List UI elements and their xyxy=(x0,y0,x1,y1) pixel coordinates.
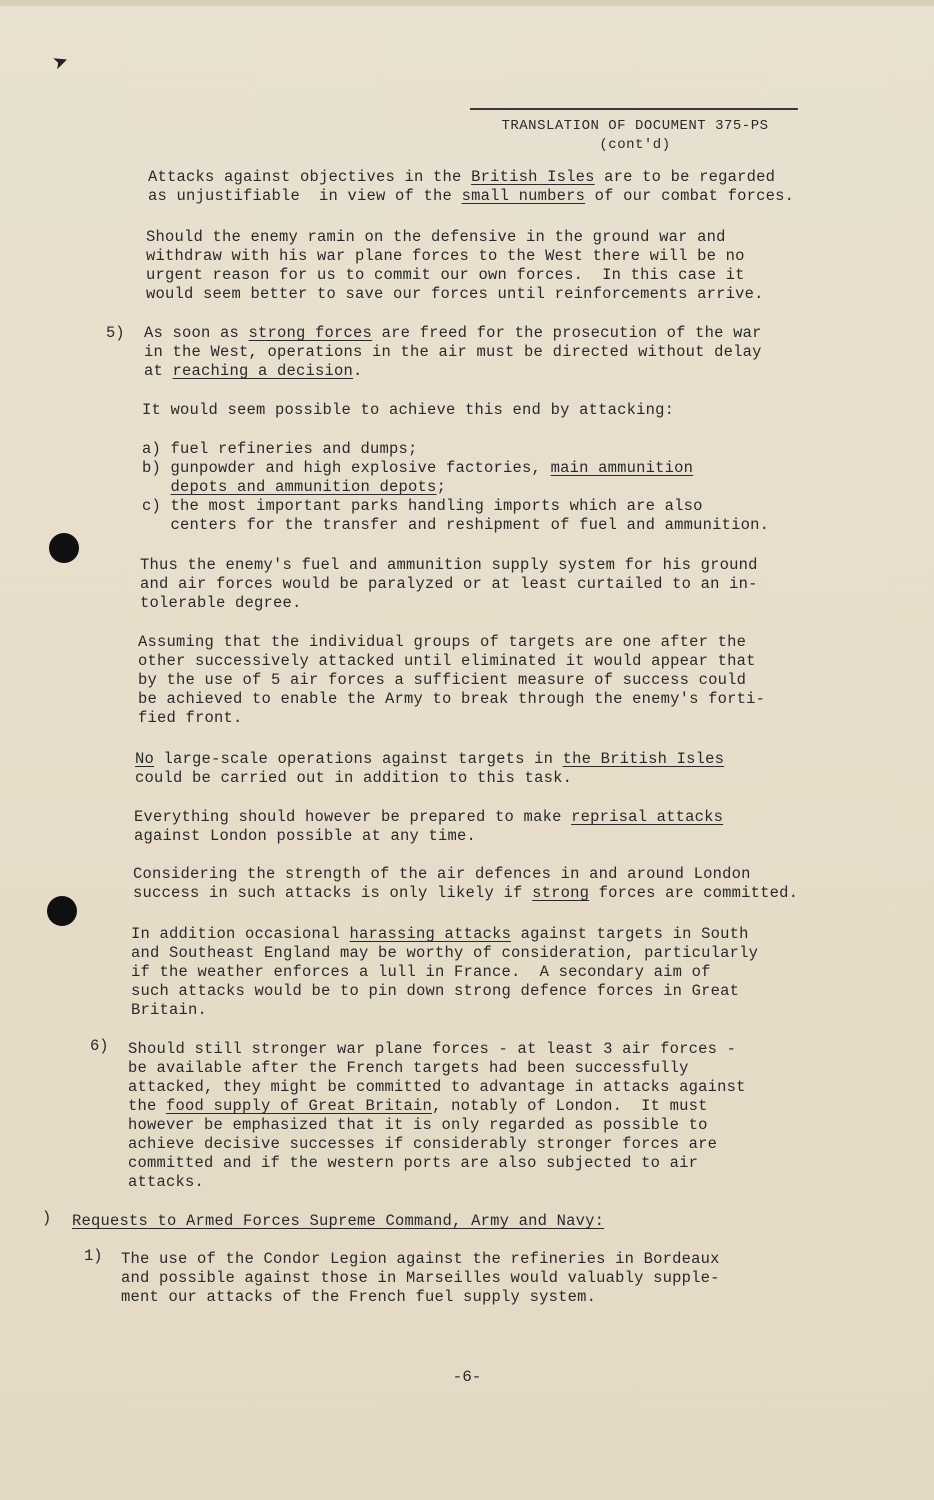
underlined-text: harassing attacks xyxy=(349,925,512,943)
page-edge xyxy=(0,0,934,6)
paragraph-harassing-attacks xyxy=(131,925,758,1020)
body-text: of our combat forces. xyxy=(585,187,795,205)
body-text: could be carried out in addition to this task. xyxy=(135,769,573,787)
punch-hole xyxy=(49,533,79,563)
body-text: against targets in South and Southeast England may be worthy of consideration, particularly if the weather enforces a lull in France. A secondary aim of such attacks would be to pin down strong defence forces in Great Britain. xyxy=(131,925,759,1019)
body-text: The use of the Condor Legion against the refineries in Bordeaux and possible against those in Marseilles would valuably supple- ment our attacks of the French fuel supply system. xyxy=(121,1250,720,1306)
underlined-text: reprisal attacks xyxy=(571,808,724,826)
body-text: . xyxy=(353,362,363,380)
underlined-text: main ammunition xyxy=(550,459,694,477)
section-number-5: 5) xyxy=(106,324,125,342)
body-text: As soon as xyxy=(144,324,249,342)
paragraph-enemy-defensive xyxy=(146,228,764,304)
punch-hole xyxy=(47,896,77,926)
body-text xyxy=(142,478,171,496)
body-text: Considering the strength of the air defences in and around London success in such attacks is only likely if xyxy=(133,865,751,902)
paragraph-attacking-intro xyxy=(142,401,674,420)
underlined-text: small numbers xyxy=(461,187,586,205)
body-text: Assuming that the individual groups of targets are one after the other successively attacked until eliminated it would appear that by the use of 5 air forces a sufficient measure of success could be achieved to enable the Army to break through the enemy's forti- fied front. xyxy=(138,633,766,727)
paragraph-supply-system xyxy=(140,556,758,613)
underlined-text: strong forces xyxy=(248,324,373,342)
body-text: It would seem possible to achieve this end by attacking: xyxy=(142,401,675,419)
body-text: large-scale operations against targets in xyxy=(154,750,563,768)
requests-heading xyxy=(72,1212,604,1231)
paragraph-strong-forces xyxy=(144,324,762,381)
body-text: forces are committed. xyxy=(589,884,799,902)
target-list xyxy=(142,440,769,535)
body-text: , notably of London. It must however be emphasized that it is only regarded as possible to achieve decisive successes if considerably stronger forces are committed and if the western ports are also subjected to air attacks. xyxy=(128,1097,718,1191)
body-text: Thus the enemy's fuel and ammunition supply system for his ground and air forces would be paralyzed or at least curtailed to an in- tolerable degree. xyxy=(140,556,758,612)
request-number-1: 1) xyxy=(84,1247,103,1265)
paragraph-reprisal xyxy=(134,808,723,846)
document-header xyxy=(470,117,800,155)
body-text: a) fuel refineries and dumps; b) gunpowder and high explosive factories, xyxy=(142,440,542,477)
document-title: TRANSLATION OF DOCUMENT 375-PS xyxy=(501,118,769,134)
underlined-text: reaching a decision xyxy=(172,362,354,380)
document-subtitle: (cont'd) xyxy=(599,137,671,153)
paragraph-target-groups xyxy=(138,633,765,728)
body-text: Everything should however be prepared to make xyxy=(134,808,572,826)
section-number-partial: ) xyxy=(42,1209,52,1227)
underlined-text: strong xyxy=(532,884,590,902)
body-text: are to be regarded as unjustifiable in view of the xyxy=(148,168,776,205)
body-text: In addition occasional xyxy=(131,925,350,943)
page-number: -6- xyxy=(452,1368,482,1386)
underlined-text: the British Isles xyxy=(562,750,725,768)
underlined-text: food supply of Great Britain xyxy=(166,1097,433,1115)
body-text: Should the enemy ramin on the defensive in the ground war and withdraw with his war plane forces to the West there will be no urgent reason for us to commit our own forces. In this case it would seem better to save our forces until reinforcements arrive. xyxy=(146,228,764,303)
body-text: Attacks against objectives in the xyxy=(148,168,472,186)
body-text: are freed for the prosecution of the war in the West, operations in the air must be directed without delay at xyxy=(144,324,762,380)
section-number-6: 6) xyxy=(90,1037,109,1055)
ink-mark: ➤ xyxy=(49,47,75,81)
underlined-text: British Isles xyxy=(471,168,595,186)
header-rule xyxy=(470,108,798,110)
paragraph-british-isles xyxy=(148,168,794,206)
body-text: against London possible at any time. xyxy=(134,827,477,845)
paragraph-air-defences xyxy=(133,865,798,903)
body-text: ; c) the most important parks handling imports which are also centers for the transfer and reshipment of fuel and ammunition. xyxy=(142,478,770,534)
body-text: Should still stronger war plane forces - at least 3 air forces - be available after the French targets had been successfully attacked, they might be committed to advantage in attacks against the xyxy=(128,1040,746,1115)
underlined-text: Requests to Armed Forces Supreme Command, Army and Navy: xyxy=(72,1212,605,1230)
paragraph-no-operations xyxy=(135,750,724,788)
paragraph-stronger-forces xyxy=(128,1040,746,1192)
underlined-text: depots and ammunition depots xyxy=(170,478,437,496)
underlined-text: No xyxy=(135,750,155,768)
paragraph-condor-legion xyxy=(121,1250,720,1307)
